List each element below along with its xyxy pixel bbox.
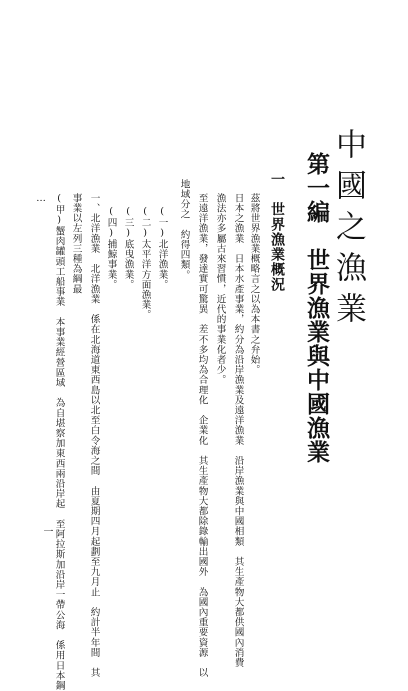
subsection-line: 一、北洋漁業 北洋漁業 係在北海道東西島以北至白令海之間 由夏期四月起劃至九月止 約計半年間 其 [88,193,100,678]
intro-paragraph: 茲將世界漁業概略言之以為本書之弁始。 [248,193,260,375]
section-title: 一 世界漁業概況 [269,172,285,292]
book-title: 中國之漁業 [330,128,366,333]
list-item: (二)太平洋方面漁業。 [139,206,151,320]
japan-fishery-line: 地域分之 約得四類。 [178,179,190,280]
list-item: (一)北洋漁業。 [156,206,168,290]
list-item: (三)底曳漁業。 [122,206,134,290]
japan-fishery-line: 漁法亦多屬古來習慣，近代的事業化者少。 [214,193,226,385]
page-number: 一 [41,526,52,536]
list-item: (四)捕鯨事業。 [105,206,117,290]
japan-fishery-line: 日本之漁業 日本水產事業，約分為沿岸漁業及遠洋漁業 沿岸漁業與中國相類 其生產物大都供國內消費 [232,193,244,668]
subsection-line: (甲)蟹肉罐頭工船事業 本事業經營區域 為自堪察加東西兩沿岸起 至阿拉斯加沿岸一帶公海 係用日本鋼 [53,193,65,691]
subsection-line: … [35,193,47,205]
japan-fishery-line: 至遠洋漁業，發達實可驚異 差不多均為合理化 企業化 其生產物大都除錄輸出國外 為國內重要資源 以 [196,193,208,678]
part-title: 第一編 世界漁業與中國漁業 [303,152,330,464]
subsection-line: 事業以左列三種為綱最 [70,193,82,294]
